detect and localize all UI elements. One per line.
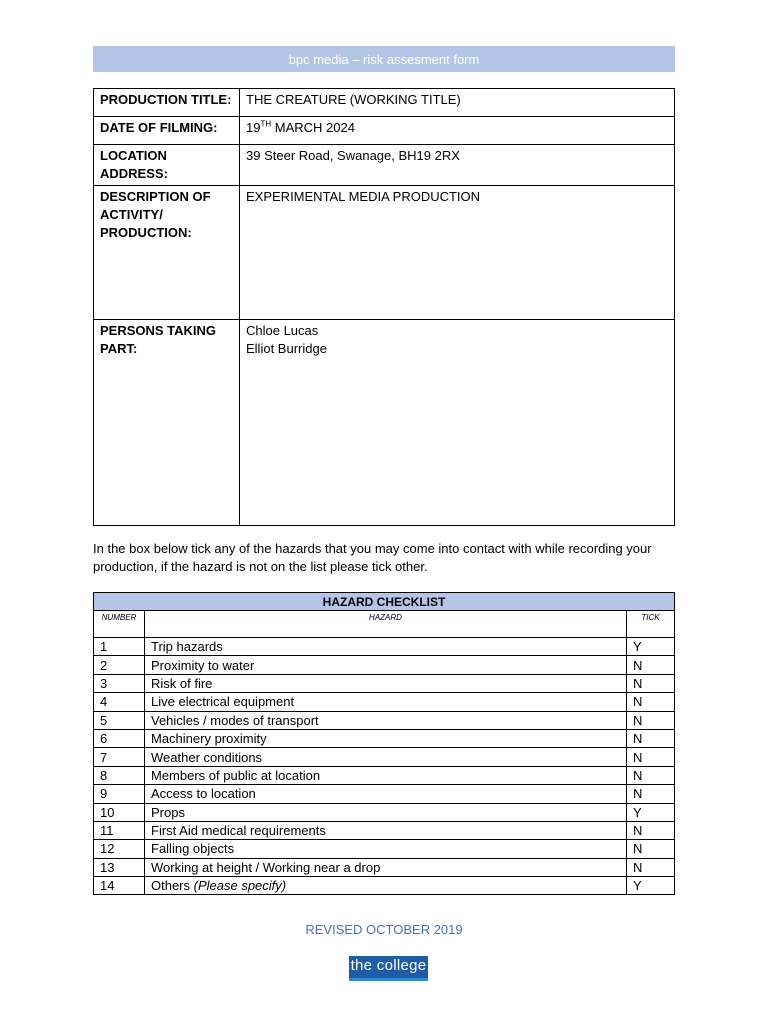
hazard-note: (Please specify) xyxy=(193,878,287,894)
hazard-tick xyxy=(627,748,675,766)
hazard-number xyxy=(94,711,145,729)
hazard-number-text: 14 xyxy=(100,878,115,894)
hazard-number xyxy=(94,729,145,747)
hazard-number xyxy=(94,840,145,858)
hazard-name xyxy=(145,821,627,839)
production-info-table xyxy=(93,88,675,526)
hazard-tick-text: N xyxy=(633,767,643,783)
date-day: 19 xyxy=(246,120,261,135)
hazard-name xyxy=(145,803,627,821)
hazard-name-text: Access to location xyxy=(151,786,256,802)
hazard-tick xyxy=(627,766,675,784)
hazard-tick-text: N xyxy=(633,731,643,747)
hazard-tick xyxy=(627,674,675,692)
hazard-tick xyxy=(627,711,675,729)
hazard-row xyxy=(94,858,675,876)
hazard-name xyxy=(145,877,627,895)
instructions-text: In the box below tick any of the hazards that you may come into contact with while recording your production, if the hazard is not on the list please tick other. xyxy=(93,541,652,574)
persons-value xyxy=(240,320,675,526)
hazard-tick-text: N xyxy=(633,657,643,673)
checklist-title: HAZARD CHECKLIST xyxy=(94,593,675,611)
hazard-number xyxy=(94,877,145,895)
hazard-number-text: 6 xyxy=(100,731,108,747)
date-label: DATE OF FILMING: xyxy=(94,117,240,145)
hazard-number-text: 8 xyxy=(100,767,108,783)
hazard-name xyxy=(145,656,627,674)
description-row xyxy=(94,186,675,320)
production-title-row xyxy=(94,89,675,117)
hazard-tick-text: N xyxy=(633,694,643,710)
hazard-number-text: 4 xyxy=(100,694,108,710)
hazard-number-text: 13 xyxy=(100,859,115,875)
hazard-rows xyxy=(94,638,675,895)
hazard-name-text: Others xyxy=(151,878,194,894)
column-header-hazard: HAZARD xyxy=(145,611,627,638)
checklist-title-row xyxy=(94,593,675,611)
hazard-number-text: 11 xyxy=(100,823,114,839)
hazard-number xyxy=(94,638,145,656)
production-title-label: PRODUCTION TITLE: xyxy=(94,89,240,117)
revision-note: REVISED OCTOBER 2019 xyxy=(305,922,463,937)
hazard-row xyxy=(94,711,675,729)
hazard-name-text: Working at height / Working near a drop xyxy=(151,859,381,875)
production-title-value: THE CREATURE (WORKING TITLE) xyxy=(240,89,675,117)
location-value: 39 Steer Road, Swanage, BH19 2RX xyxy=(240,145,675,186)
date-rest: MARCH 2024 xyxy=(271,120,355,135)
hazard-number xyxy=(94,785,145,803)
date-row xyxy=(94,117,675,145)
hazard-tick xyxy=(627,638,675,656)
hazard-name xyxy=(145,748,627,766)
description-label: DESCRIPTION OF ACTIVITY/ PRODUCTION: xyxy=(94,186,240,320)
hazard-name-text: Props xyxy=(151,804,185,820)
hazard-name-text: First Aid medical requirements xyxy=(151,823,326,839)
hazard-number xyxy=(94,803,145,821)
column-header-number: NUMBER xyxy=(94,611,145,638)
hazard-tick-text: Y xyxy=(633,878,642,894)
date-value xyxy=(240,117,675,145)
hazard-tick xyxy=(627,785,675,803)
hazard-row xyxy=(94,803,675,821)
hazard-number xyxy=(94,748,145,766)
hazard-row xyxy=(94,840,675,858)
column-header-tick: TICK xyxy=(627,611,675,638)
hazard-name-text: Trip hazards xyxy=(151,639,223,655)
hazard-name-text: Machinery proximity xyxy=(151,731,267,747)
hazard-row xyxy=(94,766,675,784)
persons-label: PERSONS TAKING PART: xyxy=(94,320,240,526)
form-banner xyxy=(93,46,675,72)
hazard-number-text: 1 xyxy=(100,639,108,655)
hazard-tick-text: Y xyxy=(633,639,642,655)
checklist-header-row xyxy=(94,611,675,638)
hazard-number-text: 12 xyxy=(100,841,115,857)
hazard-row xyxy=(94,877,675,895)
hazard-name xyxy=(145,693,627,711)
hazard-row xyxy=(94,748,675,766)
hazard-number-text: 3 xyxy=(100,675,108,691)
hazard-row xyxy=(94,674,675,692)
hazard-tick xyxy=(627,803,675,821)
hazard-number-text: 5 xyxy=(100,712,108,728)
hazard-name xyxy=(145,840,627,858)
location-label: LOCATION ADDRESS: xyxy=(94,145,240,186)
hazard-row xyxy=(94,785,675,803)
person-name: Elliot Burridge xyxy=(246,341,327,356)
hazard-row xyxy=(94,693,675,711)
hazard-tick-text: N xyxy=(633,823,643,839)
hazard-row xyxy=(94,656,675,674)
hazard-number xyxy=(94,674,145,692)
hazard-name xyxy=(145,638,627,656)
hazard-number xyxy=(94,821,145,839)
hazard-number xyxy=(94,858,145,876)
hazard-tick-text: N xyxy=(633,841,643,857)
hazard-number xyxy=(94,656,145,674)
hazard-name xyxy=(145,711,627,729)
hazard-tick-text: N xyxy=(633,712,643,728)
hazard-tick xyxy=(627,693,675,711)
hazard-name-text: Members of public at location xyxy=(151,767,321,783)
hazard-name xyxy=(145,785,627,803)
hazard-tick xyxy=(627,877,675,895)
hazard-row xyxy=(94,821,675,839)
hazard-tick xyxy=(627,729,675,747)
hazard-name-text: Live electrical equipment xyxy=(151,694,295,710)
hazard-tick-text: N xyxy=(633,675,643,691)
hazard-number-text: 2 xyxy=(100,657,108,673)
hazard-number xyxy=(94,766,145,784)
hazard-checklist-table xyxy=(93,592,675,895)
hazard-name-text: Weather conditions xyxy=(151,749,263,765)
hazard-name-text: Falling objects xyxy=(151,841,235,857)
hazard-tick-text: N xyxy=(633,786,643,802)
hazard-number-text: 10 xyxy=(100,804,115,820)
hazard-tick xyxy=(627,821,675,839)
hazard-number-text: 9 xyxy=(100,786,108,802)
hazard-name-text: Risk of fire xyxy=(151,675,213,691)
hazard-tick xyxy=(627,840,675,858)
description-value: EXPERIMENTAL MEDIA PRODUCTION xyxy=(240,186,675,320)
hazard-tick xyxy=(627,858,675,876)
date-suffix: TH xyxy=(260,119,272,129)
hazard-name-text: Proximity to water xyxy=(151,657,255,673)
form-title: bpc media – risk assesment form xyxy=(288,51,480,67)
hazard-name xyxy=(145,766,627,784)
hazard-tick-text: N xyxy=(633,749,643,765)
person-name: Chloe Lucas xyxy=(246,323,319,338)
hazard-tick xyxy=(627,656,675,674)
hazard-name xyxy=(145,729,627,747)
college-logo xyxy=(349,956,428,981)
hazard-name xyxy=(145,674,627,692)
location-row xyxy=(94,145,675,186)
hazard-name-text: Vehicles / modes of transport xyxy=(151,712,319,728)
hazard-number-text: 7 xyxy=(100,749,108,765)
persons-row xyxy=(94,320,675,526)
hazard-row xyxy=(94,729,675,747)
hazard-row xyxy=(94,638,675,656)
college-logo-text: the college xyxy=(350,957,427,974)
hazard-name xyxy=(145,858,627,876)
hazard-number xyxy=(94,693,145,711)
hazard-tick-text: N xyxy=(633,859,643,875)
hazard-tick-text: Y xyxy=(633,804,642,820)
